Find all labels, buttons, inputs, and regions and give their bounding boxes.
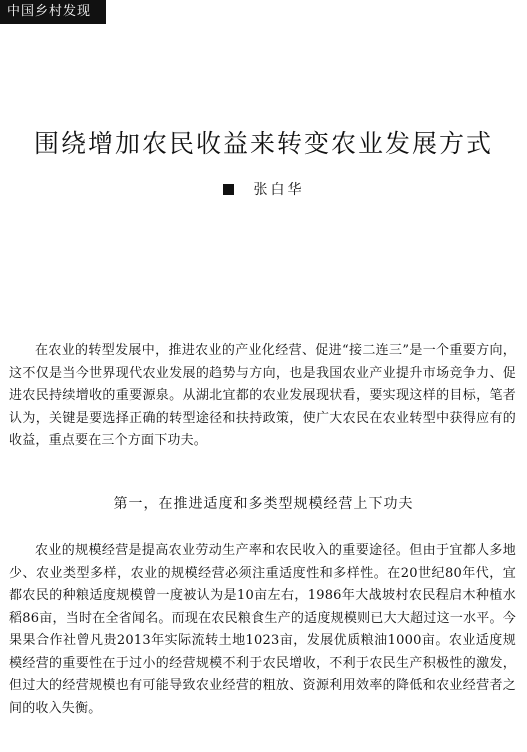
- journal-section-tag: 中国乡村发现: [0, 0, 106, 24]
- byline: [0, 180, 527, 200]
- byline-square-icon: [223, 184, 234, 195]
- intro-paragraph: 在农业的转型发展中，推进农业的产业化经营、促进“接二连三”是一个重要方向，这不仅是当今世界现代农业发展的趋势与方向，也是我国农业产业提升市场竞争力、促进农民持续增收的重要源泉。从湖北宜都的农业发展现状看，要实现这样的目标，笔者认为，关键是要选择正确的转型途径和扶持政策，使广大农民在农业转型中获得应有的收益，重点要在三个方面下功夫。: [9, 343, 516, 448]
- section-heading-1: 第一，在推进适度和多类型规模经营上下功夫: [113, 496, 414, 512]
- section-1-paragraph: 农业的规模经营是提高农业劳动生产率和农民收入的重要途径。但由于宜都人多地少、农业类型多样，农业的规模经营必须注重适度性和多样性。在20世纪80年代，宜都农民的种粮适度规模曾一度被认为是10亩左右，1986年大战坡村农民程启木种植水稻86亩，当时在全省闻名。而现在农民粮食生产的适度规模则已大大超过这一水平。今果果合作社曾凡贵2013年实际流转土地1023亩，发展优质粮油1000亩。农业适度规模经营的重要性在于过小的经营规模不利于农民增收，不利于农民生产积极性的激发，但过大的经营规模也有可能导致农业经营的粗放、资源利用效率的降低和农业经营者之间的收入失衡。: [9, 543, 516, 716]
- author-name: 张白华: [253, 182, 305, 198]
- article-title: 围绕增加农民收益来转变农业发展方式: [33, 129, 493, 158]
